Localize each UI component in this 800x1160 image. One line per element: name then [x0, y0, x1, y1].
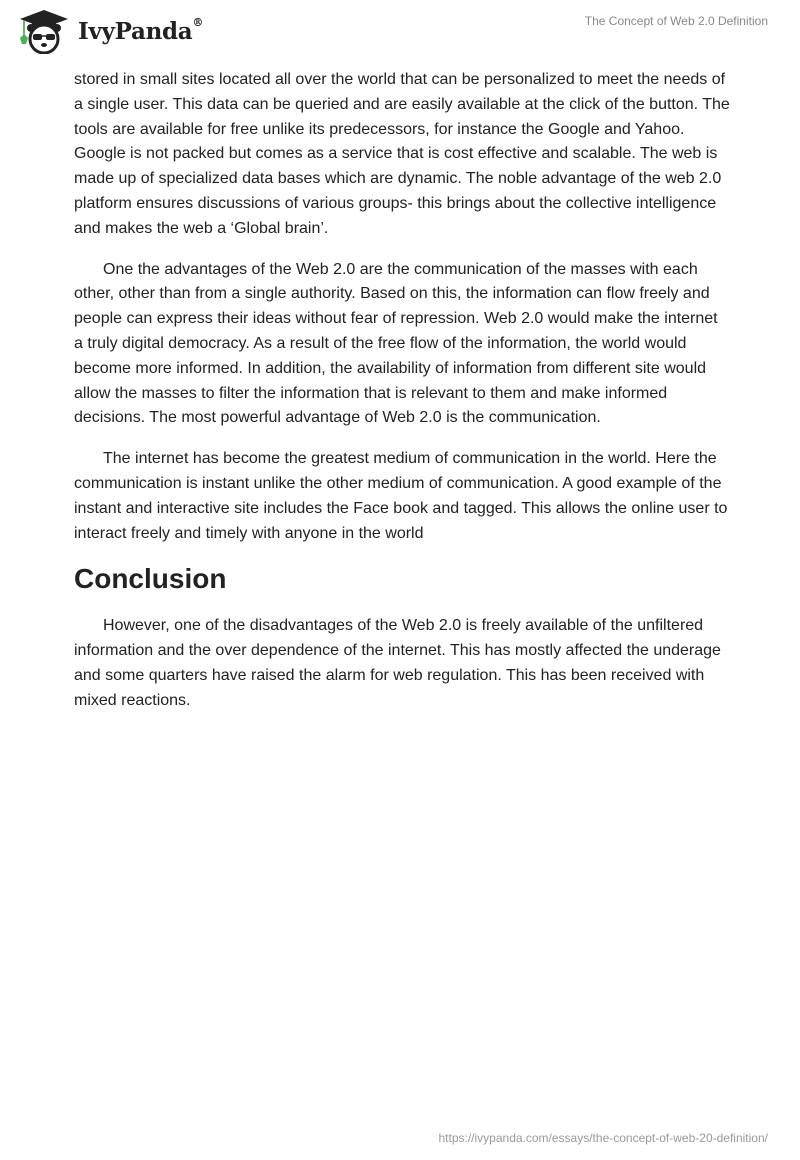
document-title: The Concept of Web 2.0 Definition [584, 14, 768, 28]
paragraph-advantages: One the advantages of the Web 2.0 are the communication of the masses with each other, other than from a single authority. Based on this, the information can flow freely and people can express their ideas without fear of repression. Web 2.0 would make the internet a truly digital democracy. As a result of the free flow of the information, the world would become more informed. In addition, the availability of information from different site would allow the masses to filter the information that is relevant to them and make informed decisions. The most powerful advantage of Web 2.0 is the communication. [74, 260, 718, 427]
paragraph-continued: stored in small sites located all over the world that can be personalized to meet the needs of a single user. This data can be queried and are easily available at the click of the button. The tools are available for free unlike its predecessors, for instance the Google and Yahoo. Google is not packed but comes as a service that is cost effective and scalable. The web is made up of specialized data bases which are dynamic. The noble advantage of the web 2.0 platform ensures discussions of various groups- this brings about the collective intelligence and makes the web a ‘Global brain’. [74, 71, 730, 237]
brand-name: IvyPanda® [78, 15, 204, 45]
panda-graduate-icon [18, 8, 70, 54]
ivypanda-logo[interactable] [18, 8, 203, 54]
conclusion-paragraph: However, one of the disadvantages of the Web 2.0 is freely available of the unfiltered information and the over dependence of the internet. This has mostly affected the underage and some quarters have raised the alarm for web regulation. This has been received with mixed reactions. [74, 617, 721, 709]
conclusion-heading: Conclusion [74, 563, 227, 595]
paragraph-communication: The internet has become the greatest medium of communication in the world. Here the communication is instant unlike the other medium of communication. A good example of the instant and interactive site includes the Face book and tagged. This allows the online user to interact freely and timely with anyone in the world [74, 450, 728, 542]
footer-url-link[interactable]: https://ivypanda.com/essays/the-concept-of-web-20-definition/ [438, 1131, 768, 1145]
essay-content [74, 68, 730, 730]
